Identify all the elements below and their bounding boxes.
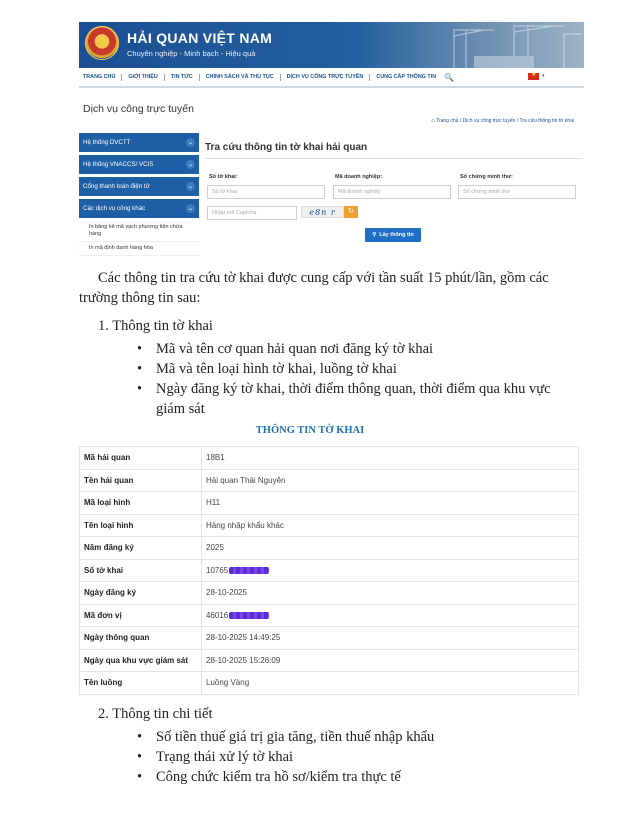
table-value-text: 18B1 <box>206 453 225 463</box>
captcha-image: e8n r <box>301 206 344 218</box>
chevron-down-icon: ⌄ <box>187 162 194 168</box>
nav-online-services[interactable]: DỊCH VỤ CÔNG TRỰC TUYẾN <box>286 74 364 80</box>
company-code-label: Mã doanh nghiệp: <box>335 174 383 180</box>
breadcrumb-home[interactable]: Trang chủ <box>436 118 459 124</box>
sidebar-item-other-services[interactable] <box>79 199 199 218</box>
get-info-label: Lấy thông tin <box>379 232 414 238</box>
sidebar-item-vnaccs[interactable] <box>79 155 199 174</box>
chevron-down-icon: ⌄ <box>187 140 194 146</box>
lookup-title: Tra cứu thông tin tờ khai hải quan <box>205 142 368 153</box>
nav-information[interactable]: CUNG CẤP THÔNG TIN <box>376 74 437 80</box>
table-row <box>80 514 579 537</box>
table-row <box>80 469 579 492</box>
refresh-icon: ↻ <box>348 208 354 215</box>
sidebar-item-label: Cổng thanh toán điện tử <box>83 183 150 190</box>
brand-subtitle: Chuyên nghiệp - Minh bạch - Hiệu quả <box>127 49 256 58</box>
list-item: • Ngày đăng ký tờ khai, thời điểm thông quan, thời điểm qua khu vực giám sát <box>137 379 577 419</box>
sidebar-item-label: Hệ thống DVCTT <box>83 139 131 146</box>
table-cell-value <box>202 559 579 582</box>
table-value-text: Hải quan Thái Nguyên <box>206 475 286 485</box>
lookup-divider <box>205 158 583 159</box>
declaration-info-bullets <box>137 339 577 419</box>
nav-divider <box>199 74 200 81</box>
brand-title: HẢI QUAN VIỆT NAM <box>127 30 273 46</box>
table-cell-value <box>202 514 579 537</box>
port-cranes-image <box>414 22 584 68</box>
refresh-captcha-button[interactable] <box>344 206 358 218</box>
sidebar <box>79 133 199 256</box>
home-icon[interactable]: ⌂ <box>431 118 435 124</box>
table-cell-key: Tên loại hình <box>80 514 202 537</box>
nav-divider <box>280 74 281 81</box>
redaction-mark <box>229 567 269 574</box>
table-row <box>80 582 579 605</box>
table-value-text: 46016 <box>206 610 229 620</box>
vietnam-flag-icon[interactable] <box>528 73 539 80</box>
section-heading-declaration-info: 1. Thông tin tờ khai <box>98 318 213 334</box>
nav-divider <box>164 74 165 81</box>
table-row <box>80 447 579 470</box>
table-cell-value <box>202 469 579 492</box>
intro-paragraph: Các thông tin tra cứu tờ khai được cung cấp với tần suất 15 phút/lần, gồm các trường thông tin sau: <box>79 270 549 306</box>
nav-policy[interactable]: CHÍNH SÁCH VÀ THỦ TỤC <box>205 74 274 80</box>
detail-info-bullets <box>137 727 577 787</box>
nav-divider-line <box>79 86 584 88</box>
table-cell-value <box>202 537 579 560</box>
table-value-text: Luồng Vàng <box>206 678 250 688</box>
list-item: • Trạng thái xử lý tờ khai <box>137 747 577 767</box>
section-title: Dịch vụ công trực tuyến <box>83 103 194 115</box>
table-row <box>80 604 579 627</box>
declaration-info-table <box>79 446 579 695</box>
site-banner <box>79 22 584 68</box>
table-row <box>80 672 579 695</box>
table-row <box>80 649 579 672</box>
table-cell-key: Tên luồng <box>80 672 202 695</box>
chevron-down-icon[interactable]: ▾ <box>542 73 545 79</box>
table-cell-value <box>202 447 579 470</box>
nav-divider <box>369 74 370 81</box>
table-cell-key: Năm đăng ký <box>80 537 202 560</box>
table-cell-value <box>202 627 579 650</box>
table-row <box>80 492 579 515</box>
sidebar-subitem-goods-id[interactable]: In mã định danh hàng hóa <box>79 242 199 256</box>
table-cell-key: Ngày thông quan <box>80 627 202 650</box>
chevron-down-icon: ⌄ <box>187 184 194 190</box>
table-cell-key: Mã hải quan <box>80 447 202 470</box>
table-value-text: 10765 <box>206 565 229 575</box>
table-title: THÔNG TIN TỜ KHAI <box>255 425 365 436</box>
breadcrumb: ⌂ Trang chủ / Dịch vụ công trực tuyến / Tra cứu thông tin tờ khai <box>431 118 574 124</box>
sidebar-item-label: Các dịch vụ công khác <box>83 205 146 212</box>
breadcrumb-current: Tra cứu thông tin tờ khai <box>519 118 574 124</box>
table-value-text: 28-10-2025 14:49:25 <box>206 633 281 643</box>
table-row <box>80 559 579 582</box>
sidebar-item-dvctt[interactable] <box>79 133 199 152</box>
customs-emblem-logo <box>85 26 119 60</box>
nav-about[interactable]: GIỚI THIỆU <box>128 74 158 80</box>
list-item: • Mã và tên cơ quan hải quan nơi đăng ký tờ khai <box>137 339 577 359</box>
table-cell-value <box>202 604 579 627</box>
id-number-label: Số chứng minh thư: <box>460 174 513 180</box>
nav-home[interactable]: TRANG CHỦ <box>83 74 116 80</box>
table-cell-value <box>202 672 579 695</box>
breadcrumb-online-services[interactable]: Dịch vụ công trực tuyến <box>462 118 516 124</box>
table-row <box>80 627 579 650</box>
redaction-mark <box>229 612 269 619</box>
declaration-number-label: Số tờ khai: <box>209 174 238 180</box>
section-heading-detail-info: 2. Thông tin chi tiết <box>98 706 213 722</box>
table-cell-key: Ngày qua khu vực giám sát <box>80 649 202 672</box>
declaration-number-input[interactable]: Số tờ khai <box>207 185 325 199</box>
table-cell-key: Ngày đăng ký <box>80 582 202 605</box>
table-cell-key: Mã loại hình <box>80 492 202 515</box>
id-number-input[interactable]: Số chứng minh thư <box>458 185 576 199</box>
nav-divider <box>121 74 122 81</box>
list-item: • Công chức kiểm tra hồ sơ/kiểm tra thực tế <box>137 767 577 787</box>
table-cell-key: Tên hải quan <box>80 469 202 492</box>
get-info-button[interactable] <box>365 228 421 242</box>
sidebar-item-payment[interactable] <box>79 177 199 196</box>
sidebar-subitem-barcode[interactable]: In bảng kê mã vạch phương tiện chứa hàng <box>79 221 199 242</box>
table-value-text: 28-10-2025 15:26:09 <box>206 655 281 665</box>
nav-news[interactable]: TIN TỨC <box>170 74 193 80</box>
company-code-input[interactable]: Mã doanh nghiệp <box>333 185 451 199</box>
table-value-text: Hàng nhập khẩu khác <box>206 520 284 530</box>
website-screenshot <box>79 22 584 254</box>
search-icon[interactable]: 🔍 <box>444 72 455 82</box>
sidebar-item-label: Hệ thống VNACCS/ VCIS <box>83 161 154 168</box>
search-icon: ⚲ <box>372 232 377 238</box>
table-cell-value <box>202 582 579 605</box>
main-nav <box>79 70 584 84</box>
list-item: • Mã và tên loại hình tờ khai, luồng tờ khai <box>137 359 577 379</box>
table-value-text: 2025 <box>206 543 224 553</box>
table-value-text: 28-10-2025 <box>206 588 247 598</box>
chevron-down-icon: ⌄ <box>187 206 194 212</box>
table-cell-value <box>202 492 579 515</box>
list-item: • Số tiền thuế giá trị gia tăng, tiền thuế nhập khẩu <box>137 727 577 747</box>
table-cell-key: Số tờ khai <box>80 559 202 582</box>
table-cell-value <box>202 649 579 672</box>
table-cell-key: Mã đơn vị <box>80 604 202 627</box>
captcha-input[interactable]: Nhập mã Captcha <box>207 206 297 220</box>
lookup-panel <box>205 142 583 159</box>
table-row <box>80 537 579 560</box>
table-value-text: H11 <box>206 498 221 508</box>
